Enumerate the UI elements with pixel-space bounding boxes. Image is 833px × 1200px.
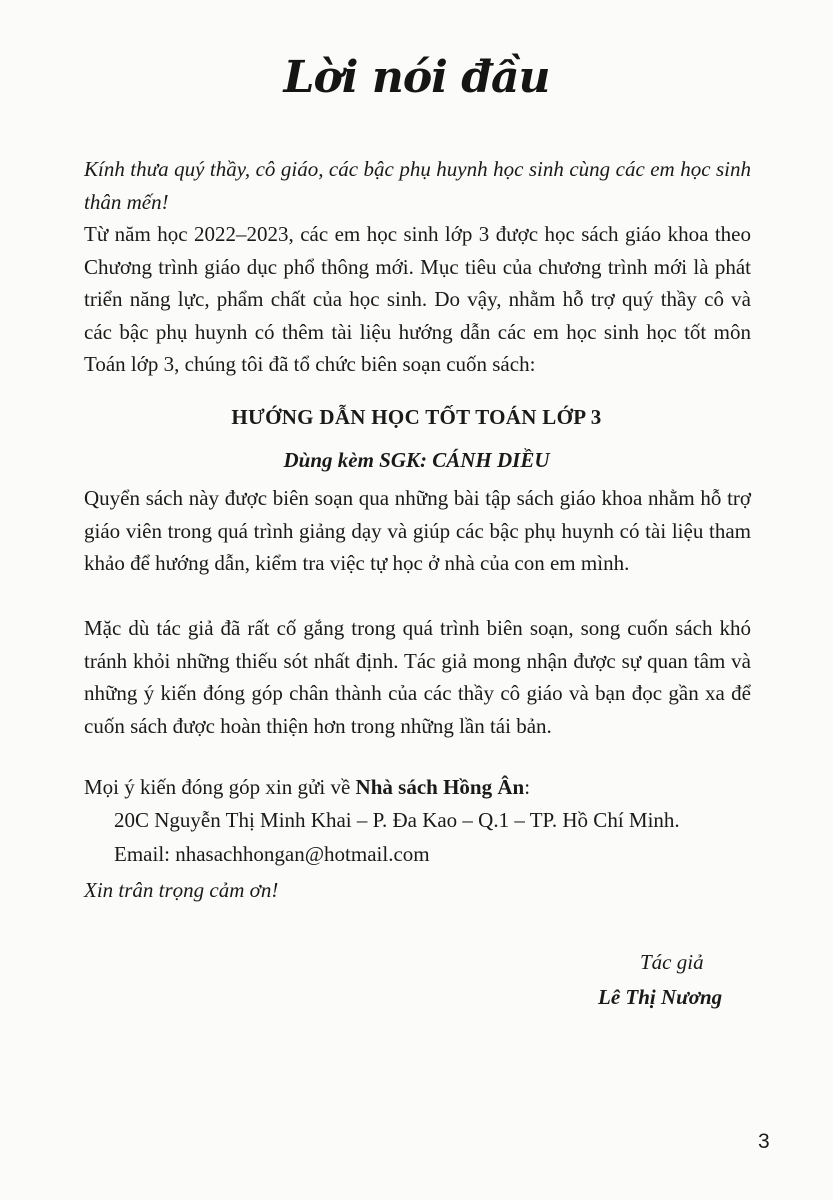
apology-text: Mặc dù tác giả đã rất cố gắng trong quá trình biên soạn, song cuốn sách khó tránh khỏi những thiếu sót nhất định. Tác giả mong nhận được sự quan tâm và những ý kiến đóng góp chân thành của các thầy cô giáo và bạn đọc gần xa để cuốn sách được hoàn thiện hơn trong những lần tái bản. bbox=[84, 616, 751, 738]
apology-paragraph bbox=[84, 612, 751, 742]
intro-text: Từ năm học 2022–2023, các em học sinh lớp 3 được học sách giáo khoa theo Chương trình giáo dục phổ thông mới. Mục tiêu của chương trình mới là phát triển năng lực, phẩm chất của học sinh. Do vậy, nhằm hỗ trợ quý thầy cô và các bậc phụ huynh có thêm tài liệu hướng dẫn các em học sinh học tốt môn Toán lớp 3, chúng tôi đã tổ chức biên soạn cuốn sách: bbox=[84, 222, 751, 376]
author-name: Lê Thị Nương bbox=[598, 985, 723, 1009]
contact-intro bbox=[84, 775, 530, 800]
closing-thanks: Xin trân trọng cảm ơn! bbox=[84, 878, 279, 902]
description-text: Quyển sách này được biên soạn qua những bài tập sách giáo khoa nhằm hỗ trợ giáo viên trong quá trình giảng dạy và giúp các bậc phụ huynh có tài liệu tham khảo để hướng dẫn, kiểm tra việc tự học ở nhà của con em mình. bbox=[84, 486, 751, 575]
intro-paragraph bbox=[84, 218, 751, 381]
contact-colon: : bbox=[524, 775, 531, 799]
description-paragraph bbox=[84, 482, 751, 580]
greeting-text: Kính thưa quý thầy, cô giáo, các bậc phụ huynh học sinh cùng các em học sinh thân mến! bbox=[84, 157, 751, 214]
author-role: Tác giả bbox=[640, 950, 704, 974]
publisher-address: 20C Nguyễn Thị Minh Khai – P. Đa Kao – Q.1 – TP. Hồ Chí Minh. bbox=[114, 808, 680, 832]
publisher-email: Email: nhasachhongan@hotmail.com bbox=[114, 842, 430, 866]
greeting-paragraph bbox=[84, 153, 751, 218]
contact-intro-text: Mọi ý kiến đóng góp xin gửi về bbox=[84, 775, 356, 799]
page-number: 3 bbox=[758, 1130, 770, 1153]
publisher-name: Nhà sách Hồng Ân bbox=[355, 775, 525, 799]
book-subtitle: Dùng kèm SGK: CÁNH DIỀU bbox=[283, 448, 550, 472]
page-title: Lời nói đầu bbox=[283, 52, 550, 103]
book-title: HƯỚNG DẪN HỌC TỐT TOÁN LỚP 3 bbox=[231, 405, 602, 429]
